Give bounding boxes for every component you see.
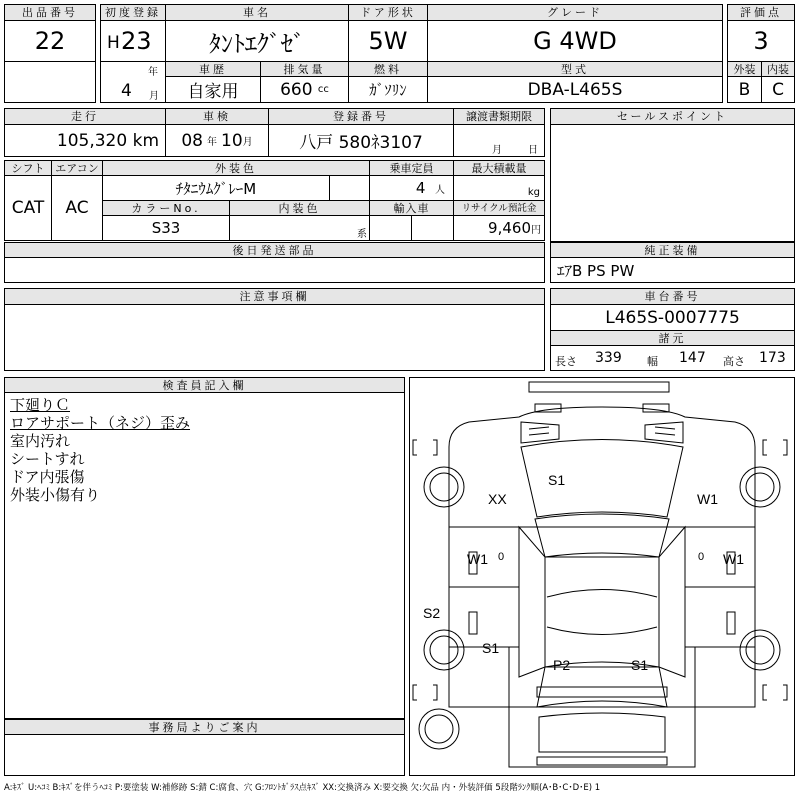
door: 5W [348, 20, 428, 62]
history: 自家用 [165, 76, 261, 103]
mileage [4, 124, 166, 157]
headlight-left [521, 422, 559, 443]
lot-no: 22 [4, 20, 96, 62]
color: ﾁﾀﾆｳﾑｸﾞﾚｰM [102, 175, 330, 201]
note-item: ドア内張傷 [10, 468, 85, 486]
mileage-unit: km [132, 130, 159, 151]
front-bumper-top [529, 382, 669, 392]
capacity-value: 4 [415, 179, 426, 197]
year: 23 [121, 27, 152, 55]
interior-color-unit: 系 [357, 228, 367, 240]
later-parts-label: 後日発送部品 [4, 242, 545, 258]
damage-mark: S1 [631, 657, 649, 673]
insp-year-unit: 年 [207, 137, 217, 148]
score: 3 [727, 20, 795, 62]
wheel-front-left-inner [430, 473, 458, 501]
recycle-value: 9,460 [488, 219, 531, 237]
inspector-notes [10, 396, 190, 504]
month-unit: 月 [149, 91, 159, 102]
damage-mark: W1 [697, 491, 718, 507]
exterior-label: 外装 [727, 61, 762, 77]
lot-no-blank [4, 61, 96, 103]
front-body [449, 407, 755, 527]
note-item: シートすれ [10, 450, 85, 468]
rear-bumper-lower [537, 757, 667, 765]
grade: G 4WD [427, 20, 723, 62]
displacement [260, 76, 349, 103]
fuel-label: 燃料 [348, 61, 428, 77]
later-parts-area [4, 257, 545, 283]
note-item: 外装小傷有り [10, 486, 101, 504]
dims-label: 諸元 [550, 330, 795, 346]
capacity-label: 乗車定員 [369, 160, 454, 176]
sales-point-area [550, 124, 795, 242]
import-cell-2 [411, 215, 454, 241]
reg-no: 八戸 580ﾈ3107 [268, 124, 454, 157]
color-no: S33 [102, 215, 230, 241]
chassis-label: 車台番号 [550, 288, 795, 305]
damage-mark: S1 [548, 472, 566, 488]
transfer-month-unit: 月 [492, 145, 502, 156]
length-label: 長さ [555, 355, 577, 368]
pillar-left [519, 527, 545, 677]
length: 339 [595, 350, 622, 366]
door-handle-right [727, 612, 735, 634]
spare-tire-inner [425, 715, 453, 743]
ac: AC [51, 175, 103, 241]
rear-fender-right [695, 647, 755, 707]
recycle-unit: 円 [531, 224, 541, 236]
load [453, 175, 545, 201]
bracket [413, 440, 437, 455]
grade-label: グレード [427, 4, 723, 21]
damage-mark: 0 [698, 551, 705, 563]
damage-mark: P2 [553, 657, 571, 673]
note-item: 下廻りＣ [10, 396, 71, 414]
color-label: 外装色 [102, 160, 370, 176]
shift: CAT [4, 175, 52, 241]
car-damage-diagram [409, 377, 795, 776]
score-label: 評価点 [727, 4, 795, 21]
door-label: ドア形状 [348, 4, 428, 21]
chassis: L465S-0007775 [550, 304, 795, 331]
damage-mark: XX [488, 491, 507, 507]
bracket [763, 685, 787, 700]
month: 4 [121, 81, 132, 101]
first-reg-year [100, 20, 166, 62]
equipment-label: 純正装備 [550, 242, 795, 258]
equipment: ｴｱB PS PW [550, 257, 795, 283]
ac-label: エアコン [51, 160, 103, 176]
damage-mark: W1 [723, 551, 744, 567]
interior-label: 内装 [761, 61, 795, 77]
damage-mark: W1 [467, 551, 488, 567]
bracket [763, 440, 787, 455]
car-name-label: 車名 [165, 4, 349, 21]
height: 173 [759, 350, 786, 366]
back-door [539, 713, 665, 752]
load-unit: kg [527, 186, 540, 198]
insp-year: 08 [181, 130, 203, 151]
headlight-lines [529, 427, 549, 435]
caution-area [4, 304, 545, 371]
interior-grade: C [761, 76, 795, 103]
transfer-deadline [453, 124, 545, 157]
recycle [453, 215, 545, 241]
import-label: 輸入車 [369, 200, 454, 216]
shift-label: シフト [4, 160, 52, 176]
width: 147 [679, 350, 706, 366]
model: DBA-L465S [427, 76, 723, 103]
rear-fender-left [449, 647, 509, 707]
wheel-rear-right-inner [746, 636, 774, 664]
reg-no-label: 登録番号 [268, 108, 454, 125]
displacement-value: 660 [280, 79, 313, 100]
year-unit: 年 [148, 67, 158, 78]
roof-lines [547, 590, 657, 635]
width-label: 幅 [647, 355, 658, 368]
exterior-grade: B [727, 76, 762, 103]
inspection-label: 車検 [165, 108, 269, 125]
transfer-day-unit: 日 [528, 145, 538, 156]
history-label: 車歴 [165, 61, 261, 77]
office-label: 事務局よりご案内 [4, 719, 405, 735]
model-label: 型式 [427, 61, 723, 77]
capacity-unit: 人 [435, 184, 445, 196]
door-handle-left [469, 612, 477, 634]
transfer-label: 譲渡書類期限 [453, 108, 545, 125]
load-label: 最大積載量 [453, 160, 545, 176]
roof [545, 557, 659, 667]
damage-mark: S1 [482, 640, 500, 656]
height-label: 高さ [723, 355, 745, 368]
headlight-lines [655, 427, 675, 435]
dims [550, 345, 795, 371]
bracket [413, 685, 437, 700]
inspection [165, 124, 269, 157]
front-door-right [685, 527, 755, 587]
car-name: ﾀﾝﾄｴｸﾞｾﾞ [165, 20, 349, 62]
fuel: ｶﾞｿﾘﾝ [348, 76, 428, 103]
color-no-label: カラーNo. [102, 200, 230, 216]
note-item: ロアサポート（ネジ）歪み [10, 414, 191, 432]
displacement-label: 排気量 [260, 61, 349, 77]
caution-label: 注意事項欄 [4, 288, 545, 305]
damage-mark: 0 [498, 551, 505, 563]
insp-month: 10 [221, 130, 243, 151]
sales-point-label: セールスポイント [550, 108, 795, 125]
hood [521, 440, 683, 518]
displacement-unit: cc [317, 84, 329, 95]
recycle-label: リサイクル預託金 [453, 200, 545, 216]
import-cell-1 [369, 215, 412, 241]
rear-bumper [537, 687, 667, 697]
damage-mark: S2 [423, 605, 441, 621]
first-reg-month [100, 61, 166, 103]
era: H [107, 33, 120, 53]
lot-no-label: 出品番号 [4, 4, 96, 21]
color-extra [329, 175, 370, 201]
insp-month-unit: 月 [242, 137, 253, 148]
note-item: 室内汚れ [10, 432, 71, 450]
first-reg-label: 初度登録 [100, 4, 166, 21]
inspector-label: 検査員記入欄 [4, 377, 405, 393]
windshield [535, 514, 669, 557]
interior-color-label: 内装色 [229, 200, 370, 216]
legend: A:ｷｽﾞ U:ﾍｺﾐ B:ｷｽﾞを伴うﾍｺﾐ P:要塗装 W:補修跡 S:錆 C:腐食、穴 G:ﾌﾛﾝﾄｶﾞﾗｽ点ｷｽﾞ XX:交換済み X:要交換 欠:欠品 内・外装評価 5段階ﾗﾝｸ順(A･B･C･D･E) 1 [4, 783, 601, 793]
wheel-rear-left-inner [430, 636, 458, 664]
mileage-value: 105,320 [56, 130, 128, 151]
headlight-right [645, 422, 683, 443]
capacity [369, 175, 454, 201]
office-area [4, 734, 405, 776]
mileage-label: 走行 [4, 108, 166, 125]
interior-color [229, 215, 370, 241]
pillar-right [659, 527, 685, 677]
wheel-front-right-inner [746, 473, 774, 501]
